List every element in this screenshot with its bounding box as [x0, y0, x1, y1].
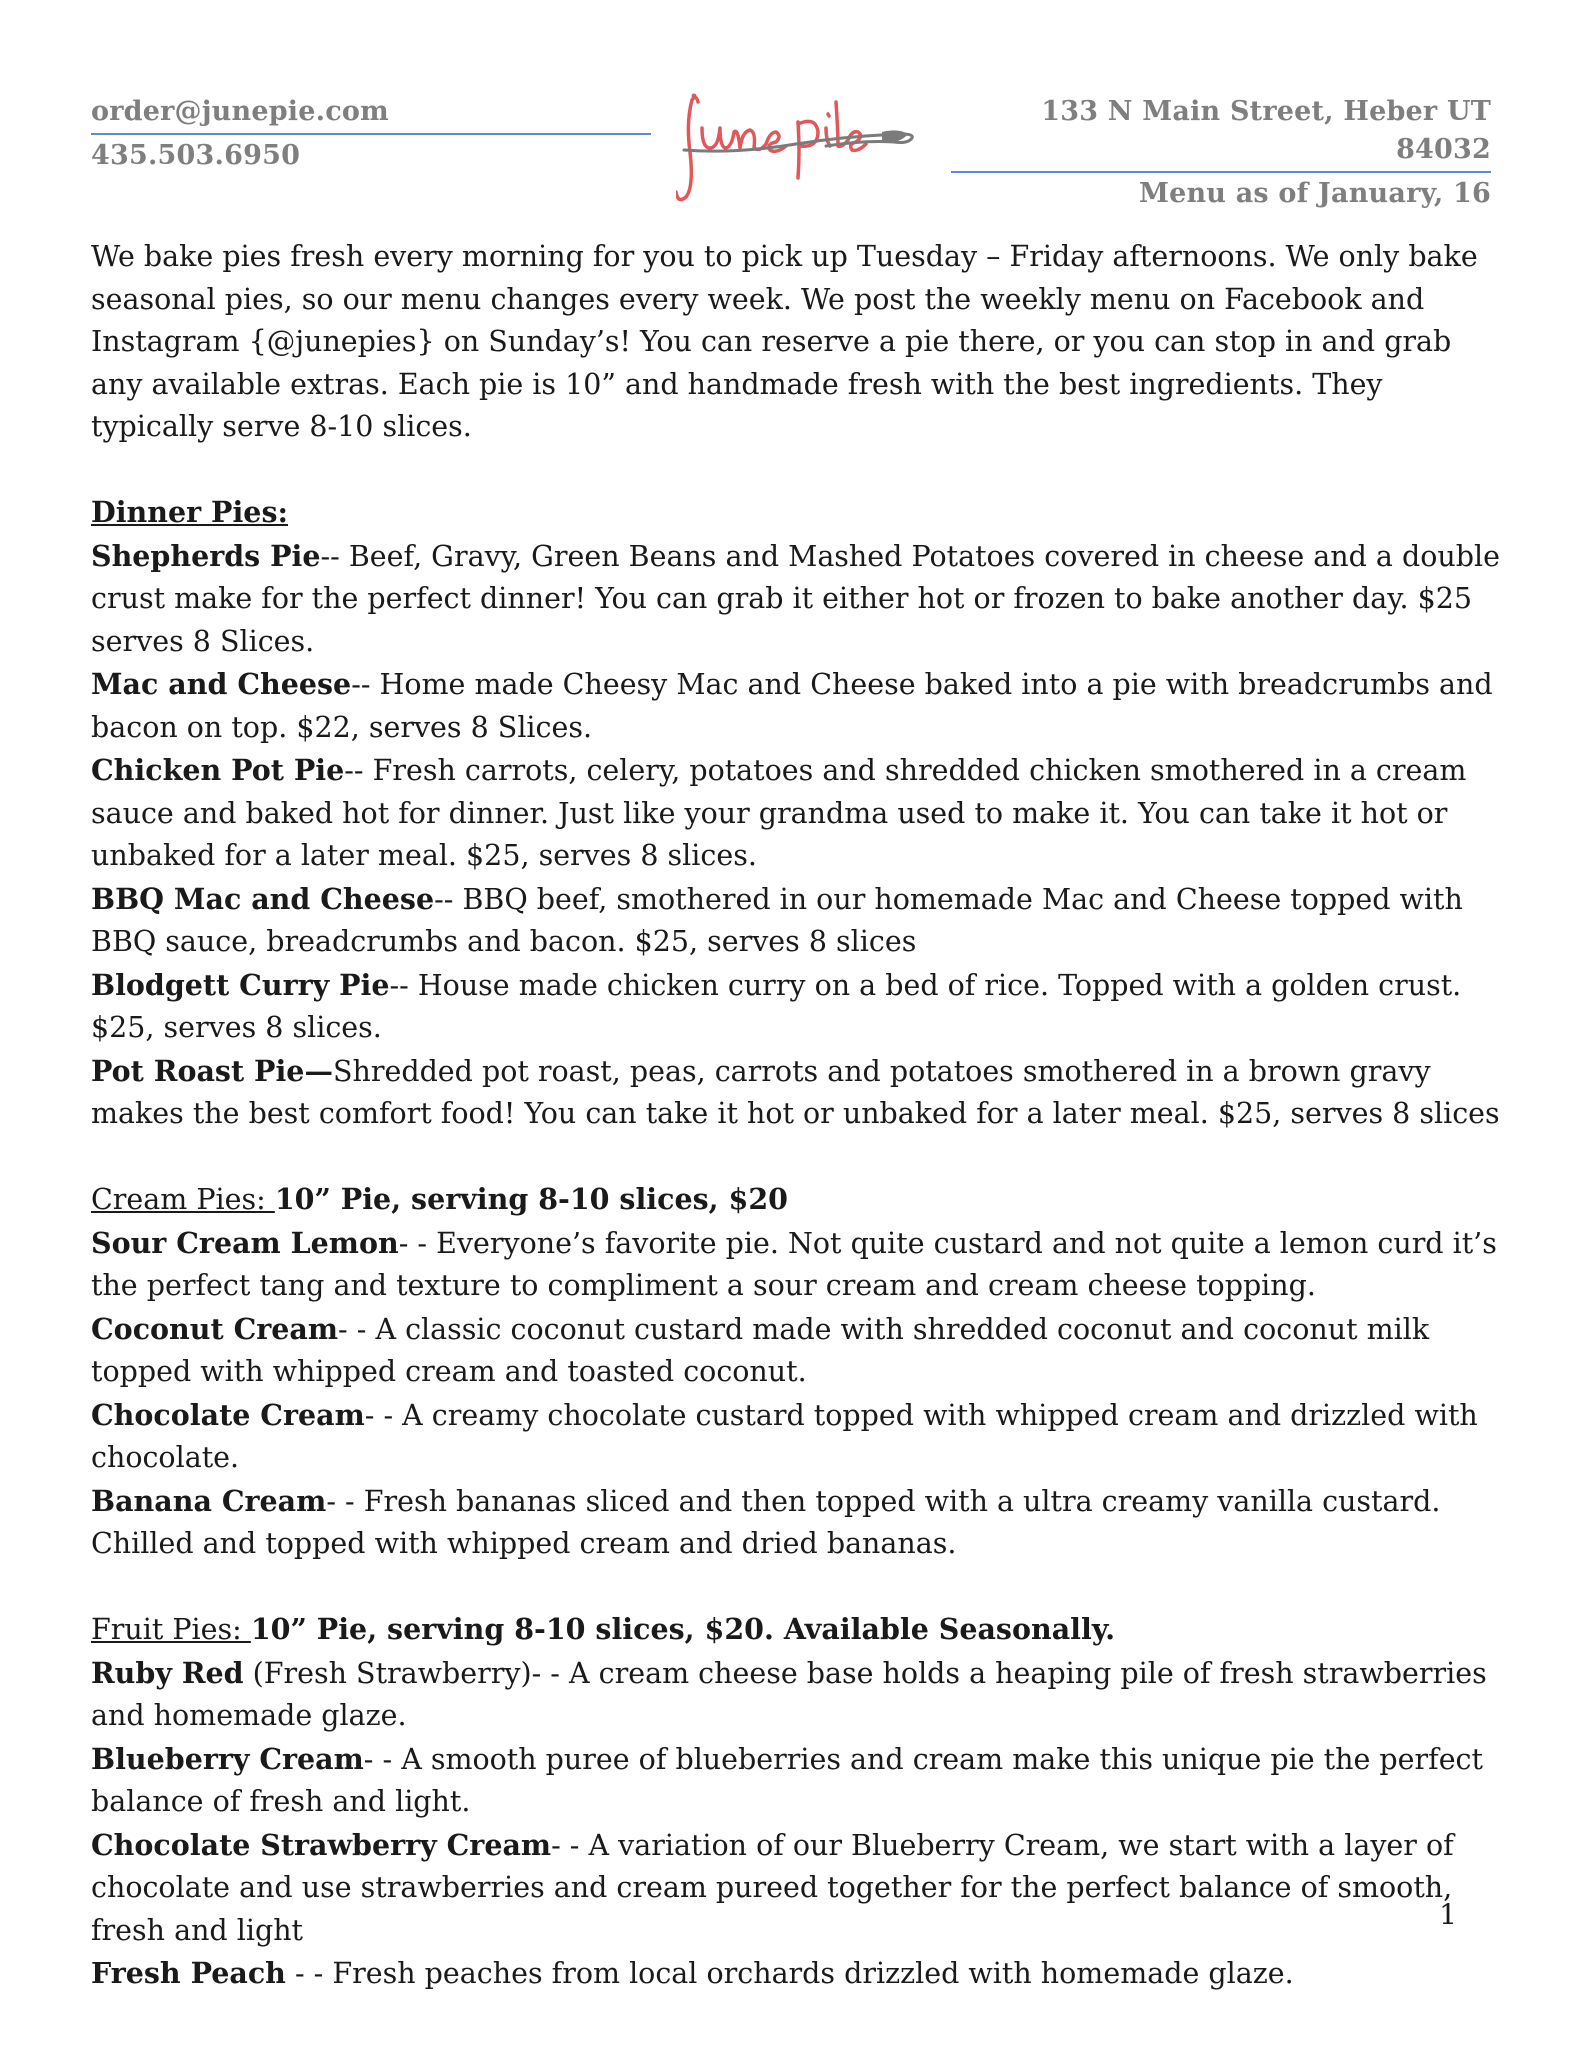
- item-name: Chocolate Cream: [91, 1397, 365, 1432]
- page-number: 1: [1439, 1898, 1457, 1931]
- item-name: Pot Roast Pie—: [91, 1053, 333, 1088]
- fruit-section-heading: [91, 1608, 1501, 1652]
- cream-section-title: Cream Pies:: [91, 1183, 275, 1216]
- item-description: A creamy chocolate custard topped with whipped cream and drizzled with chocolate.: [91, 1398, 1478, 1474]
- item-description: Fresh bananas sliced and then topped with a ultra creamy vanilla custard. Chilled and topped with whipped cream and dried bananas.: [91, 1484, 1441, 1560]
- item-name: Blodgett Curry Pie: [91, 967, 390, 1002]
- item-description: A variation of our Blueberry Cream, we start with a layer of chocolate and use strawberries and cream pureed together for the perfect balance of smooth, fresh and light: [91, 1828, 1454, 1947]
- item-name: Shepherds Pie: [91, 538, 321, 573]
- item-separator: - -: [551, 1828, 589, 1862]
- item-description: Fresh peaches from local orchards drizzled with homemade glaze.: [332, 1957, 1294, 1990]
- item-separator: --: [344, 754, 373, 787]
- fruit-section-subtitle: 10” Pie, serving 8-10 slices, $20. Available Seasonally.: [250, 1612, 1116, 1646]
- spacer: [91, 449, 1501, 492]
- item-separator: - -: [363, 1742, 402, 1776]
- item-name: Coconut Cream: [91, 1311, 339, 1346]
- menu-item: [91, 878, 1501, 964]
- item-separator: - -: [285, 1957, 333, 1990]
- item-description: A classic coconut custard made with shredded coconut and coconut milk topped with whipped cream and toasted coconut.: [91, 1312, 1430, 1388]
- item-name: Chocolate Strawberry Cream: [91, 1827, 552, 1862]
- menu-item: [91, 1050, 1501, 1136]
- menu-item: [91, 535, 1501, 664]
- item-description: A cream cheese base holds a heaping pile of fresh strawberries and homemade glaze.: [91, 1656, 1487, 1732]
- item-description: House made chicken curry on a bed of rice. Topped with a golden crust. $25, serves 8 slices.: [91, 968, 1462, 1044]
- intro-paragraph: We bake pies fresh every morning for you to pick up Tuesday – Friday afternoons. We only bake seasonal pies, so our menu changes every week. We post the weekly menu on Facebook and Instagram {@junepies} on Sunday’s! You can reserve a pie there, or you can stop in and grab any available extras. Each pie is 10” and handmade fresh with the best ingredients. They typically serve 8-10 slices.: [91, 240, 1478, 443]
- menu-item: [91, 1952, 1501, 1996]
- item-name: Sour Cream Lemon: [91, 1225, 399, 1260]
- item-name: BBQ Mac and Cheese: [91, 881, 435, 916]
- header-location: [951, 93, 1491, 213]
- item-description: Fresh carrots, celery, potatoes and shredded chicken smothered in a cream sauce and baked hot for dinner. Just like your grandma used to make it. You can take it hot or unbaked for a later meal. $25, serves 8 slices.: [91, 754, 1467, 872]
- header-rule-right: [951, 171, 1491, 173]
- menu-item: [91, 749, 1501, 878]
- menu-item: [91, 1222, 1501, 1308]
- item-separator: - -: [338, 1312, 376, 1346]
- header-rule-left: [91, 133, 651, 135]
- item-description: BBQ beef, smothered in our homemade Mac and Cheese topped with BBQ sauce, breadcrumbs and bacon. $25, serves 8 slices: [91, 882, 1463, 958]
- item-name: Blueberry Cream: [91, 1741, 364, 1776]
- item-separator: --: [389, 968, 418, 1002]
- item-description: Beef, Gravy, Green Beans and Mashed Potatoes covered in cheese and a double crust make for the perfect dinner! You can grab it either hot or frozen to bake another day. $25 serves 8 Slices.: [91, 539, 1500, 658]
- item-separator: --: [434, 882, 463, 916]
- header-email[interactable]: order@junepie.com: [91, 96, 389, 127]
- logo-graphic: [676, 92, 916, 212]
- spacer: [91, 1136, 1501, 1179]
- item-description: A smooth puree of blueberries and cream make this unique pie the perfect balance of fresh and light.: [91, 1742, 1483, 1818]
- menu-item: [91, 1480, 1501, 1566]
- item-separator: - -: [398, 1226, 437, 1260]
- item-separator: - -: [364, 1398, 403, 1432]
- item-separator: --: [320, 539, 349, 573]
- item-description: Home made Cheesy Mac and Cheese baked into a pie with breadcrumbs and bacon on top. $22, serves 8 Slices.: [91, 668, 1493, 744]
- item-separator: - -: [326, 1484, 364, 1518]
- item-name: Ruby Red: [91, 1655, 244, 1690]
- item-separator: --: [351, 668, 380, 701]
- menu-item: [91, 964, 1501, 1050]
- dinner-section-title: Dinner Pies:: [91, 495, 289, 529]
- item-name: Fresh Peach: [91, 1956, 286, 1990]
- item-description: Everyone’s favorite pie. Not quite custard and not quite a lemon curd it’s the perfect tang and texture to compliment a sour cream and cream cheese topping.: [91, 1226, 1497, 1302]
- fruit-section-title: Fruit Pies:: [91, 1613, 251, 1646]
- header-menu-date: Menu as of January, 16: [1139, 178, 1491, 209]
- header-address: 133 N Main Street, Heber UT 84032: [1041, 96, 1491, 165]
- cream-section-heading: [91, 1178, 1501, 1222]
- menu-item: [91, 663, 1501, 749]
- header-contact: [91, 93, 651, 175]
- menu-content: [91, 236, 1501, 1996]
- dinner-section-heading: [91, 491, 1501, 535]
- header-phone: 435.503.6950: [91, 140, 301, 171]
- item-name: Chicken Pot Pie: [91, 753, 345, 787]
- item-name: Banana Cream: [91, 1483, 327, 1518]
- menu-item: [91, 1394, 1501, 1480]
- menu-item: [91, 1738, 1501, 1824]
- menu-item: [91, 1308, 1501, 1394]
- spacer: [91, 1566, 1501, 1609]
- item-description: Shredded pot roast, peas, carrots and potatoes smothered in a brown gravy makes the best comfort food! You can take it hot or unbaked for a later meal. $25, serves 8 slices: [91, 1054, 1500, 1130]
- item-separator: (Fresh Strawberry)- -: [243, 1656, 569, 1690]
- june-pie-logo: [676, 92, 916, 212]
- menu-item: [91, 1652, 1501, 1738]
- menu-item: [91, 1824, 1501, 1953]
- cream-section-subtitle: 10” Pie, serving 8-10 slices, $20: [274, 1182, 788, 1216]
- item-name: Mac and Cheese: [91, 667, 352, 701]
